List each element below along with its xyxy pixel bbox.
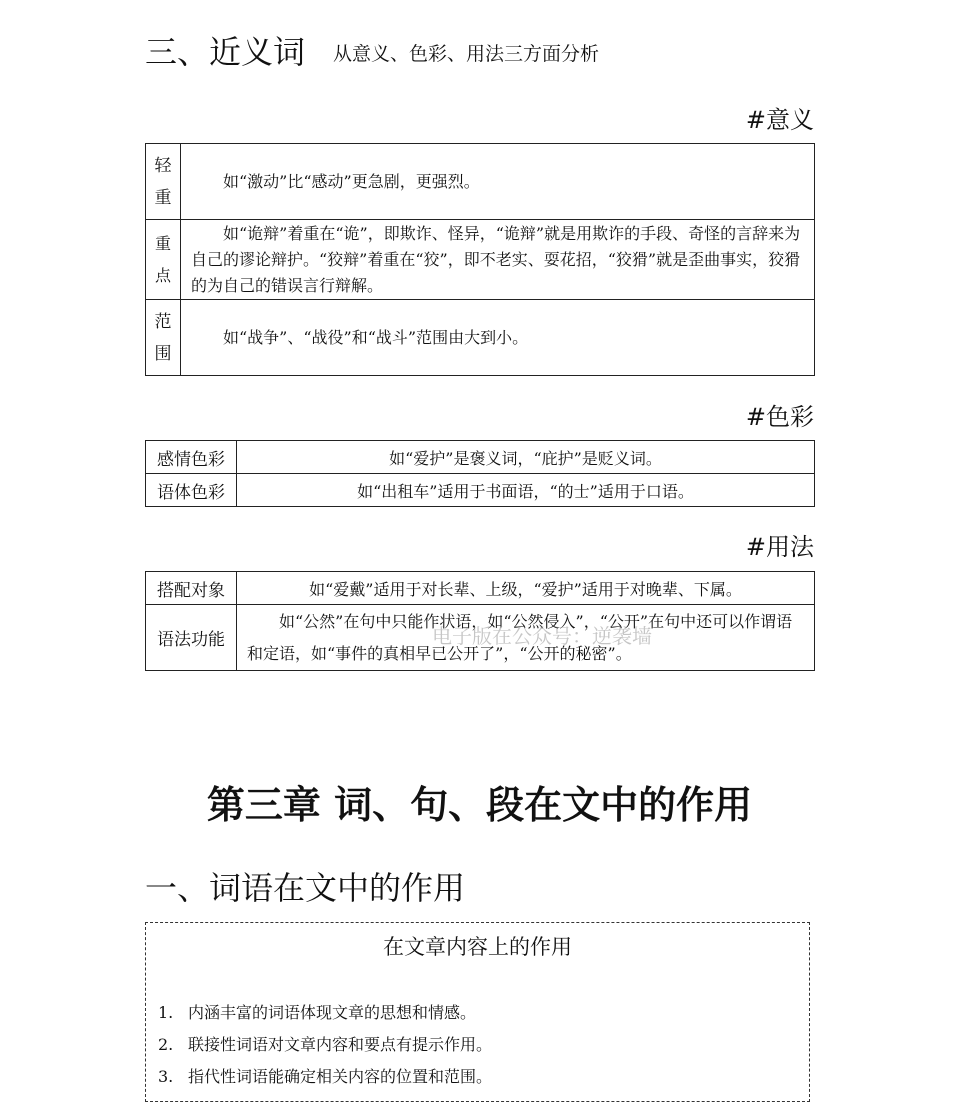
table-row [146, 220, 815, 300]
color-table [145, 440, 815, 507]
row-text: 如“出租车”适用于书面语，“的士”适用于口语。 [237, 474, 815, 507]
row-text: 如“爱戴”适用于对长辈、上级，“爱护”适用于对晚辈、下属。 [237, 572, 815, 605]
row-text: 如“诡辩”着重在“诡”，即欺诈、怪异，“诡辩”就是用欺诈的手段、奇怪的言辞来为自己的谬论辩护。“狡辩”着重在“狡”，即不老实、耍花招，“狡猾”就是歪曲事实，狡猾的为自己的错误言行辩解。 [181, 220, 815, 300]
row-text: 如“战争”、“战役”和“战斗”范围由大到小。 [181, 300, 815, 376]
chapter-title: 第三章 词、句、段在文中的作用 [206, 783, 753, 827]
list-text: 指代性词语能确定相关内容的位置和范围。 [188, 1067, 493, 1086]
list-number: 2. [158, 1035, 174, 1054]
row-label-char: 重 [154, 233, 171, 253]
table-row [146, 572, 815, 605]
section-title [145, 30, 599, 76]
list-item [158, 997, 492, 1029]
box-title: 在文章内容上的作用 [383, 935, 572, 959]
row-text: 如“激动”比“感动”更急剧，更强烈。 [181, 144, 815, 220]
list-number: 3. [158, 1067, 174, 1086]
row-label-char: 范 [154, 311, 172, 332]
list-number: 1. [158, 1003, 174, 1022]
list-item [158, 1029, 492, 1061]
row-label: 感情色彩 [146, 441, 237, 474]
row-label [146, 220, 181, 300]
table-row [146, 474, 815, 507]
tag-color: #色彩 [745, 403, 814, 431]
row-label-char: 围 [154, 343, 172, 364]
list-item [158, 1061, 492, 1093]
subsection-title: 一、词语在文中的作用 [145, 869, 466, 907]
row-label: 语体色彩 [146, 474, 237, 507]
table-row [146, 300, 815, 376]
row-text: 如“爱护”是褒义词，“庇护”是贬义词。 [237, 441, 815, 474]
row-label-char: 重 [154, 187, 172, 208]
list-text: 内涵丰富的词语体现文章的思想和情感。 [188, 1003, 477, 1022]
meaning-table [145, 143, 815, 376]
row-label-char: 点 [154, 265, 171, 285]
section-title-text: 三、近义词 [145, 33, 306, 71]
box-list [158, 997, 492, 1093]
row-label [146, 300, 181, 376]
row-label [146, 144, 181, 220]
list-text: 联接性词语对文章内容和要点有提示作用。 [188, 1035, 493, 1054]
section-subtitle: 从意义、色彩、用法三方面分析 [333, 43, 600, 65]
watermark: 电子版在公众号：逆袭墙 [432, 624, 652, 648]
tag-meaning: #意义 [745, 106, 814, 134]
row-label: 语法功能 [146, 605, 237, 671]
content-box [145, 922, 810, 1102]
row-label-char: 轻 [154, 155, 172, 176]
table-row [146, 441, 815, 474]
tag-usage: #用法 [745, 533, 814, 561]
row-text: 如“公然”在句中只能作状语，如“公然侵入”，“公开”在句中还可以作谓语和定语，如“事件的真相早已公开了”，“公开的秘密”。 [237, 605, 815, 671]
table-row [146, 144, 815, 220]
row-label: 搭配对象 [146, 572, 237, 605]
